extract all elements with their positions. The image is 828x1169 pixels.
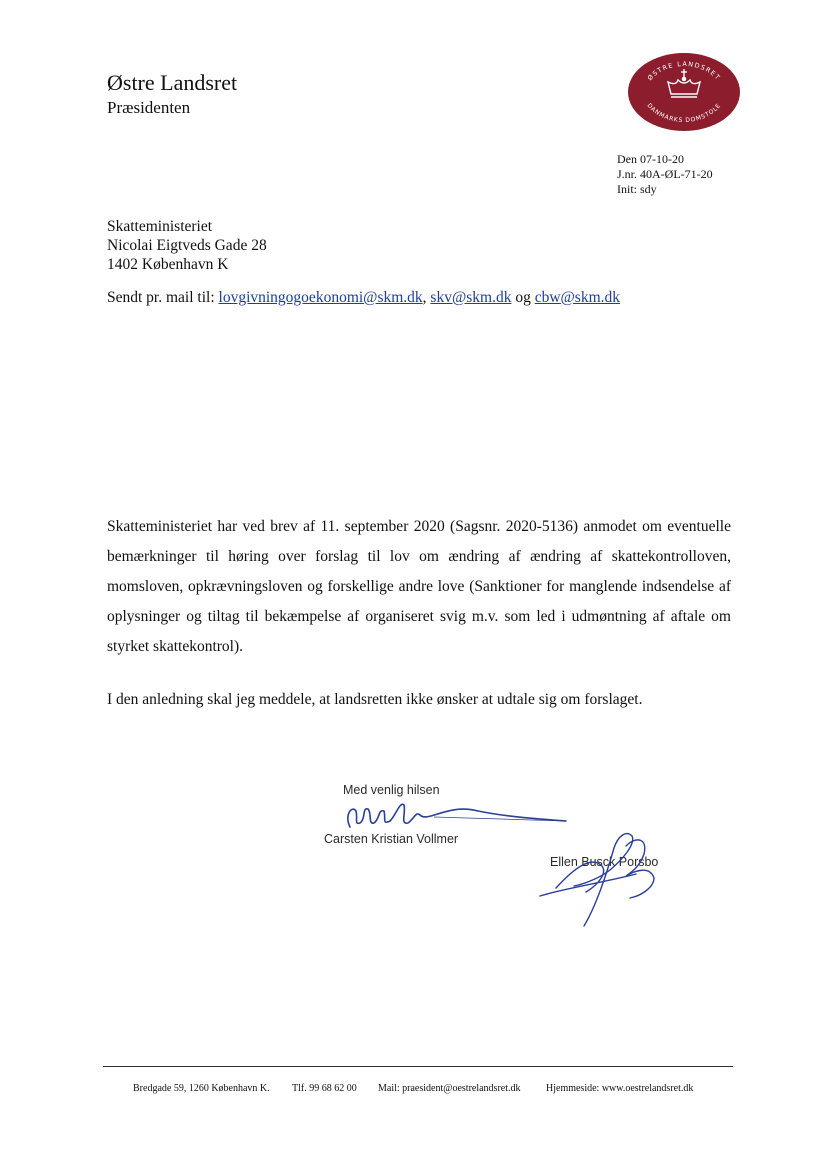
sent-prefix: Sendt pr. mail til: xyxy=(107,289,215,306)
footer-mail: Mail: praesident@oestrelandsret.dk xyxy=(378,1083,521,1094)
footer-phone: Tlf. 99 68 62 00 xyxy=(292,1083,357,1094)
footer-address: Bredgade 59, 1260 København K. xyxy=(133,1083,270,1094)
closing-greeting: Med venlig hilsen xyxy=(343,783,440,797)
email-link-skv[interactable]: skv@skm.dk xyxy=(430,289,512,306)
recipient-street: Nicolai Eigtveds Gade 28 xyxy=(107,237,267,254)
recipient-name: Skatteministeriet xyxy=(107,218,213,235)
initials: Init: sdy xyxy=(617,182,657,196)
email-link-lovgivning[interactable]: lovgivningogoekonomi@skm.dk xyxy=(218,289,423,306)
body-paragraph-1: Skatteministeriet har ved brev af 11. september 2020 (Sagsnr. 2020-5136) anmodet om eventuelle bemærkninger til høring over forslag til lov om ændring af ændring af skattekontrolloven, momsloven, opkrævningsloven og forskellige andre love (Sanktioner for manglende indsendelse af oplysninger og tiltag til bekæmpelse af organiseret svig m.v. som led i udmøntning af aftale om styrket skattekontrol). xyxy=(107,518,731,655)
svg-text:ØSTRE LANDSRET: ØSTRE LANDSRET xyxy=(645,59,723,83)
body-paragraph-2: I den anledning skal jeg meddele, at landsretten ikke ønsker at udtale sig om forslaget. xyxy=(107,691,643,708)
sent-by-mail-line xyxy=(107,289,620,307)
footer-website: Hjemmeside: www.oestrelandsret.dk xyxy=(546,1083,694,1094)
court-name: Østre Landsret xyxy=(107,70,238,95)
journal-number: J.nr. 40A-ØL-71-20 xyxy=(617,167,713,181)
court-subtitle: Præsidenten xyxy=(107,98,191,117)
signer-name-vollmer: Carsten Kristian Vollmer xyxy=(324,832,459,846)
signer-name-porsbo: Ellen Busck Porsbo xyxy=(550,855,659,869)
email-link-cbw[interactable]: cbw@skm.dk xyxy=(534,289,621,306)
signature-porsbo-image xyxy=(536,826,666,930)
footer-divider xyxy=(103,1066,733,1067)
email-separator: , xyxy=(422,289,427,306)
recipient-city: 1402 København K xyxy=(107,256,229,273)
email-conjunction: og xyxy=(515,289,531,306)
court-seal-logo xyxy=(627,52,741,132)
letter-date: Den 07-10-20 xyxy=(617,152,684,166)
svg-text:DANMARKS DOMSTOLE: DANMARKS DOMSTOLE xyxy=(645,102,723,125)
